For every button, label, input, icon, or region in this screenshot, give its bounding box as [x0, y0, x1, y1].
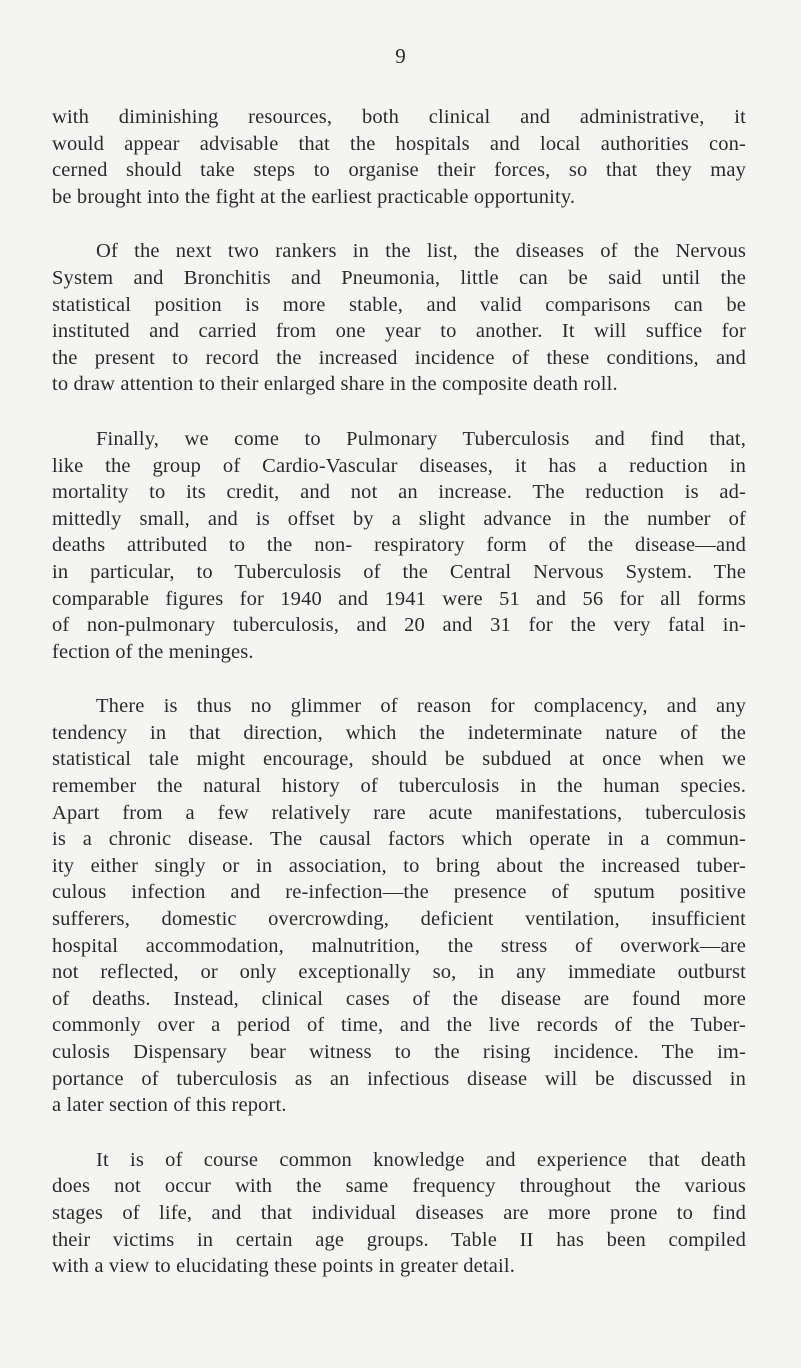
text-line: in particular, to Tuberculosis of the Central Nervous System. The: [52, 560, 746, 583]
paragraph: [52, 238, 746, 398]
text-line: not reflected, or only exceptionally so, in any immediate outburst: [52, 961, 746, 984]
text-line: would appear advisable that the hospitals and local authorities con-: [52, 132, 746, 155]
text-line: a later section of this report.: [52, 1094, 287, 1117]
text-line: of deaths. Instead, clinical cases of the disease are found more: [52, 987, 746, 1010]
text-line: to draw attention to their enlarged share in the composite death roll.: [52, 373, 618, 396]
text-line: culous infection and re-infection—the presence of sputum positive: [52, 881, 746, 904]
body-text: [52, 104, 746, 1308]
text-line: hospital accommodation, malnutrition, the stress of overwork—are: [52, 934, 746, 957]
text-line: comparable figures for 1940 and 1941 were 51 and 56 for all forms: [52, 587, 746, 610]
text-line: remember the natural history of tuberculosis in the human species.: [52, 775, 746, 798]
text-line: with diminishing resources, both clinical and administrative, it: [52, 106, 746, 128]
text-line: be brought into the fight at the earliest practicable opportunity.: [52, 185, 576, 208]
text-line: does not occur with the same frequency throughout the various: [52, 1175, 746, 1198]
text-line: with a view to elucidating these points in greater detail.: [52, 1255, 515, 1278]
text-line: There is thus no glimmer of reason for complacency, and any: [96, 695, 746, 718]
text-line: statistical position is more stable, and valid comparisons can be: [52, 293, 746, 316]
text-line: commonly over a period of time, and the live records of the Tuber-: [52, 1014, 746, 1037]
text-line: is a chronic disease. The causal factors which operate in a commun-: [52, 828, 746, 851]
paragraph: [52, 1147, 746, 1280]
text-line: Of the next two rankers in the list, the diseases of the Nervous: [96, 240, 746, 263]
text-line: of non-pulmonary tuberculosis, and 20 and 31 for the very fatal in-: [52, 614, 746, 637]
text-line: portance of tuberculosis as an infectious disease will be discussed in: [52, 1067, 746, 1090]
text-line: the present to record the increased incidence of these conditions, and: [52, 346, 746, 369]
text-line: Finally, we come to Pulmonary Tuberculosis and find that,: [96, 427, 746, 450]
text-line: tendency in that direction, which the indeterminate nature of the: [52, 721, 746, 744]
text-line: mittedly small, and is offset by a slight advance in the number of: [52, 507, 746, 530]
text-line: like the group of Cardio-Vascular diseases, it has a reduction in: [52, 454, 746, 477]
text-line: mortality to its credit, and not an increase. The reduction is ad-: [52, 481, 746, 504]
paragraph: [52, 693, 746, 1119]
paragraph: [52, 104, 746, 210]
text-line: stages of life, and that individual diseases are more prone to find: [52, 1201, 746, 1224]
text-line: sufferers, domestic overcrowding, deficient ventilation, insufficient: [52, 908, 746, 931]
text-line: deaths attributed to the non- respiratory form of the disease—and: [52, 534, 746, 557]
text-line: Apart from a few relatively rare acute manifestations, tuberculosis: [52, 801, 746, 824]
text-line: fection of the meninges.: [52, 640, 254, 663]
page-number: 9: [395, 44, 406, 68]
text-line: culosis Dispensary bear witness to the rising incidence. The im-: [52, 1041, 746, 1063]
text-line: System and Bronchitis and Pneumonia, little can be said until the: [52, 266, 746, 289]
paragraph: [52, 426, 746, 665]
text-line: instituted and carried from one year to another. It will suffice for: [52, 320, 746, 343]
text-line: ity either singly or in association, to bring about the increased tuber-: [52, 854, 746, 877]
text-line: their victims in certain age groups. Table II has been compiled: [52, 1228, 746, 1251]
text-line: It is of course common knowledge and experience that death: [96, 1148, 746, 1171]
text-line: statistical tale might encourage, should be subdued at once when we: [52, 748, 746, 771]
text-line: cerned should take steps to organise their forces, so that they may: [52, 159, 746, 182]
